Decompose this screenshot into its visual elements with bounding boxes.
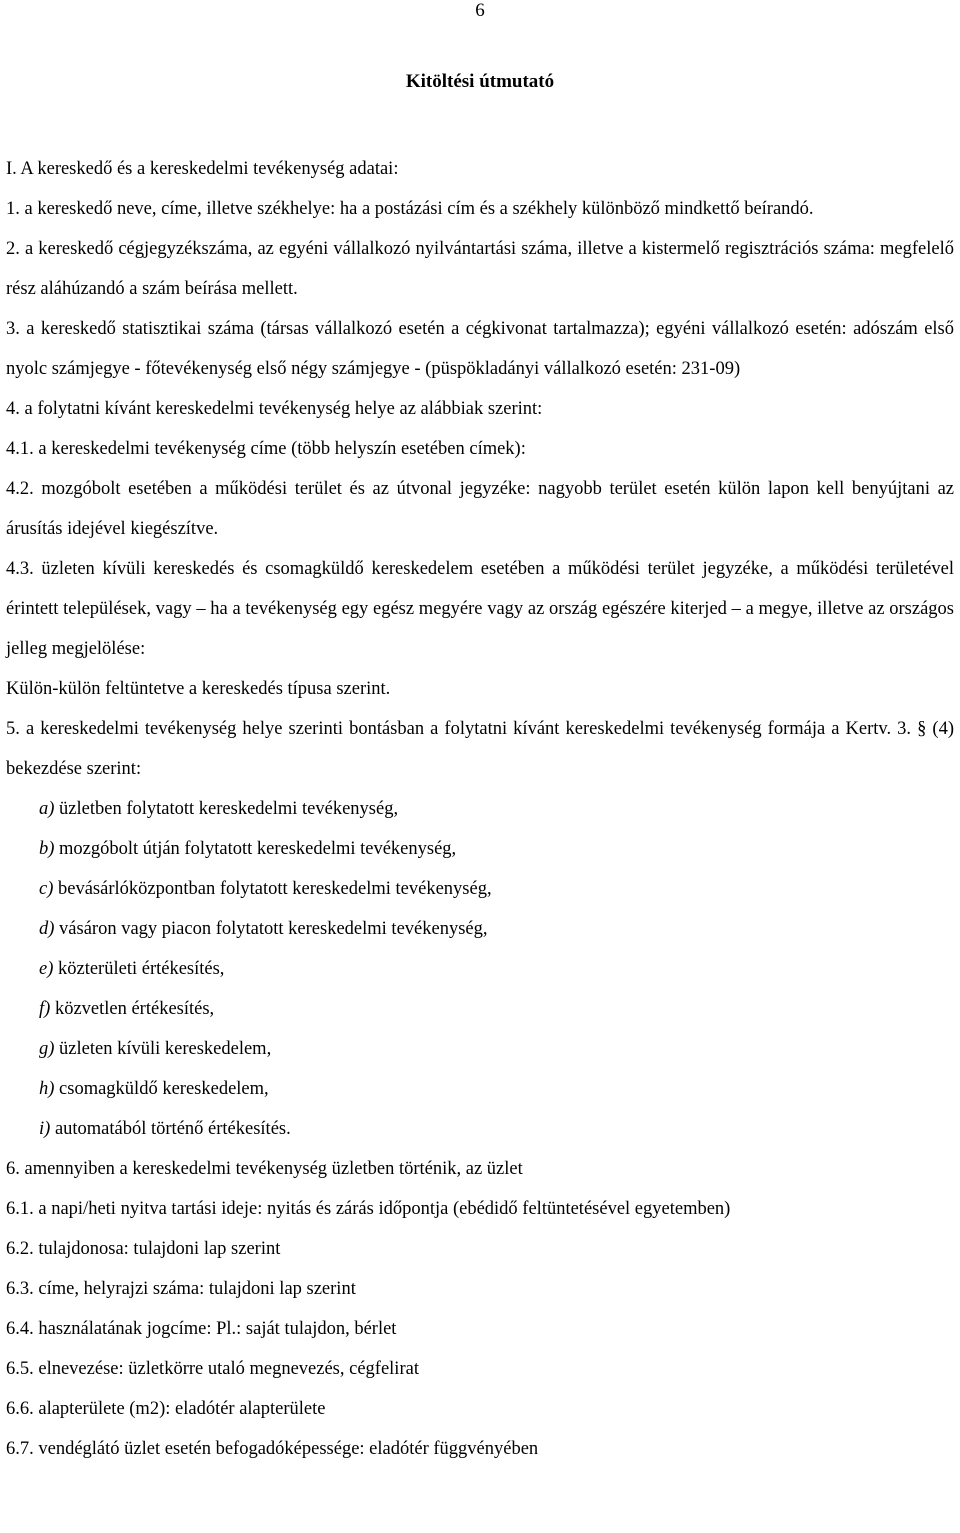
page-number: 6 (475, 0, 485, 21)
item-2-registration-number: 2. a kereskedő cégjegyzékszáma, az egyéni vállalkozó nyilvántartási száma, illetve a kistermelő regisztrációs száma: megfelelő rész aláhúzandó a szám beírása mellett. (6, 239, 954, 299)
list-item-text: vásáron vagy piacon folytatott kereskedelmi tevékenység, (54, 919, 488, 939)
item-4-2-mobile-shop: 4.2. mozgóbolt esetében a működési terület és az útvonal jegyzéke: nagyobb terület esetén külön lapon kell benyújtani az árusítás idejével kiegészítve. (6, 479, 954, 539)
list-item-letter: d) (39, 919, 55, 939)
list-item-text: bevásárlóközpontban folytatott kereskedelmi tevékenység, (53, 879, 492, 899)
item-6-4-usage-title: 6.4. használatának jogcíme: Pl.: saját tulajdon, bérlet (6, 1319, 397, 1339)
list-item (6, 1109, 954, 1149)
list-item-letter: i) (39, 1119, 51, 1139)
list-item (6, 829, 954, 869)
item-4-3-note: Külön-külön feltüntetve a kereskedés típusa szerint. (6, 679, 391, 699)
item-5-trade-form: 5. a kereskedelmi tevékenység helye szerinti bontásban a folytatni kívánt kereskedelmi tevékenység formája a Kertv. 3. § (4) bekezdése szerint: (6, 719, 954, 779)
list-item-text: közterületi értékesítés, (53, 959, 225, 979)
trade-form-list (6, 789, 954, 1149)
list-item-letter: f) (39, 999, 51, 1019)
item-6-3-address: 6.3. címe, helyrajzi száma: tulajdoni lap szerint (6, 1279, 356, 1299)
list-item (6, 1029, 954, 1069)
list-item-letter: h) (39, 1079, 55, 1099)
item-3-statistical-number: 3. a kereskedő statisztikai száma (társas vállalkozó esetén a cégkivonat tartalmazza); egyéni vállalkozó esetén: adószám első nyolc számjegye - főtevékenység első négy számjegye - (püspökladányi vállalkozó esetén: 231-09) (6, 319, 954, 379)
item-6-5-name: 6.5. elnevezése: üzletkörre utaló megnevezés, cégfelirat (6, 1359, 419, 1379)
list-item (6, 789, 954, 829)
list-item (6, 1069, 954, 1109)
list-item-text: csomagküldő kereskedelem, (54, 1079, 269, 1099)
item-4-location: 4. a folytatni kívánt kereskedelmi tevékenység helye az alábbiak szerint: (6, 399, 543, 419)
item-1-name-address: 1. a kereskedő neve, címe, illetve székhelye: ha a postázási cím és a székhely különböző mindkettő beírandó. (6, 199, 814, 219)
list-item-letter: b) (39, 839, 55, 859)
list-item-letter: c) (39, 879, 54, 899)
list-item (6, 949, 954, 989)
list-item-letter: e) (39, 959, 54, 979)
list-item-text: üzleten kívüli kereskedelem, (54, 1039, 272, 1059)
item-6-2-owner: 6.2. tulajdonosa: tulajdoni lap szerint (6, 1239, 281, 1259)
list-item-letter: g) (39, 1039, 55, 1059)
item-6-store: 6. amennyiben a kereskedelmi tevékenység üzletben történik, az üzlet (6, 1159, 523, 1179)
page-title: Kitöltési útmutató (405, 71, 555, 92)
list-item (6, 869, 954, 909)
list-item-letter: a) (39, 799, 55, 819)
list-item-text: automatából történő értékesítés. (50, 1119, 291, 1139)
list-item-text: közvetlen értékesítés, (50, 999, 215, 1019)
section-heading: I. A kereskedő és a kereskedelmi tevékenység adatai: (6, 159, 399, 179)
item-6-6-floor-area: 6.6. alapterülete (m2): eladótér alapterülete (6, 1399, 326, 1419)
list-item (6, 989, 954, 1029)
item-4-3-off-premises: 4.3. üzleten kívüli kereskedés és csomagküldő kereskedelem esetében a működési terület jegyzéke, a működési területével érintett települések, vagy – ha a tevékenység egy egész megyére vagy az ország egészére kiterjed – a megye, illetve az országos jelleg megjelölése: (6, 559, 954, 659)
list-item-text: üzletben folytatott kereskedelmi tevékenység, (54, 799, 399, 819)
list-item (6, 909, 954, 949)
item-6-1-opening-hours: 6.1. a napi/heti nyitva tartási ideje: nyitás és zárás időpontja (ebédidő feltüntetésével egyetemben) (6, 1199, 731, 1219)
document-body (6, 149, 954, 1469)
item-4-1-address: 4.1. a kereskedelmi tevékenység címe (több helyszín esetében címek): (6, 439, 526, 459)
list-item-text: mozgóbolt útján folytatott kereskedelmi tevékenység, (54, 839, 457, 859)
item-6-7-capacity: 6.7. vendéglátó üzlet esetén befogadóképessége: eladótér függvényében (6, 1439, 539, 1459)
